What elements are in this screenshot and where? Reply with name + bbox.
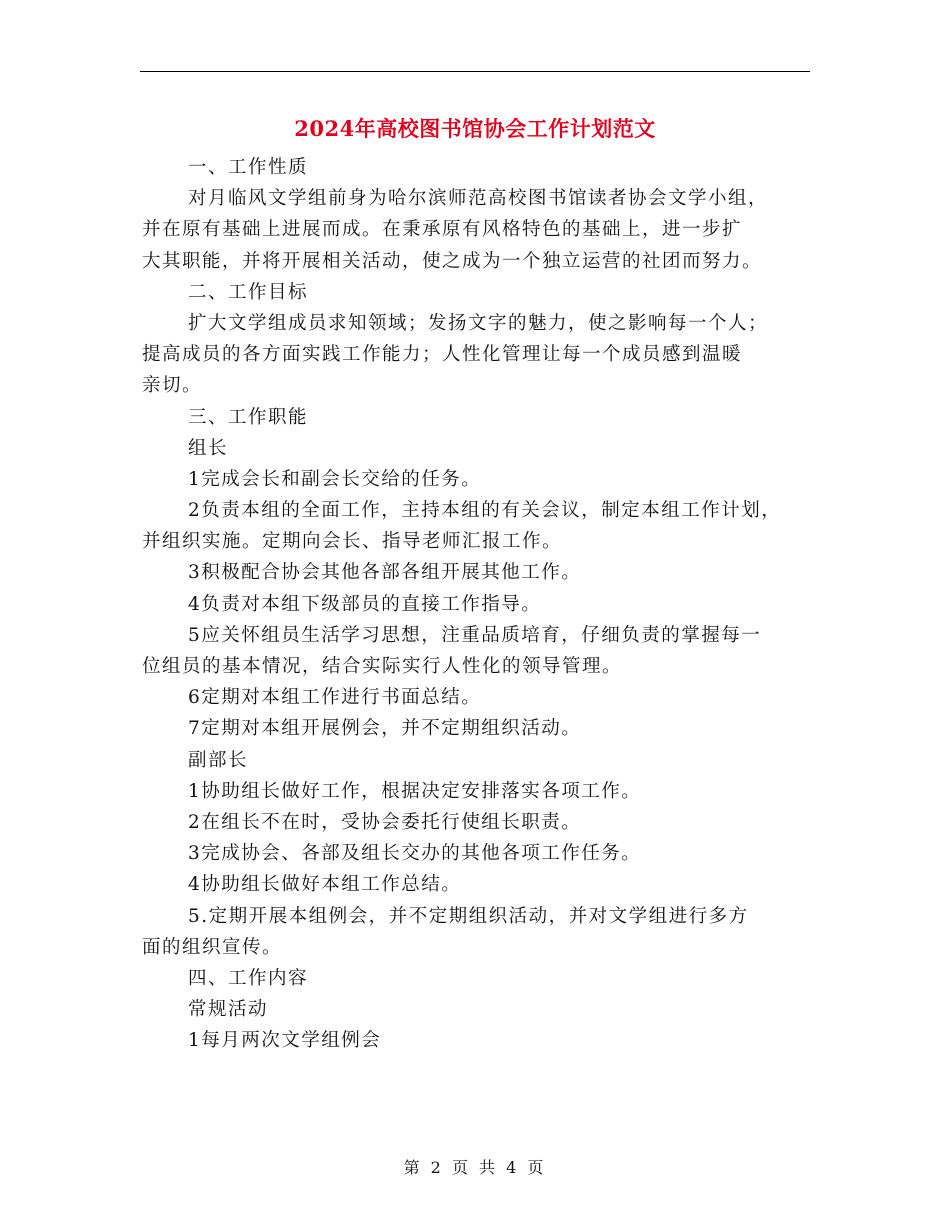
paragraph-line: 4负责对本组下级部员的直接工作指导。	[188, 593, 542, 615]
paragraph-line: 对月临风文学组前身为哈尔滨师范高校图书馆读者协会文学小组，	[188, 188, 769, 210]
paragraph-line: 并组织实施。定期向会长、指导老师汇报工作。	[142, 531, 563, 553]
paragraph-line: 扩大文学组成员求知领域；发扬文字的魅力，使之影响每一个人；	[188, 312, 769, 334]
paragraph-line: 1每月两次文学组例会	[188, 1030, 382, 1052]
paragraph-line: 面的组织宣传。	[142, 936, 283, 958]
paragraph-line: 1完成会长和副会长交给的任务。	[188, 468, 482, 490]
paragraph-line: 并在原有基础上进展而成。在秉承原有风格特色的基础上，进一步扩	[142, 219, 743, 241]
paragraph-line: 亲切。	[142, 375, 203, 397]
paragraph-line: 二、工作目标	[188, 281, 309, 303]
paragraph-line: 组长	[188, 437, 229, 459]
paragraph-line: 一、工作性质	[188, 157, 309, 178]
paragraph-line: 1协助组长做好工作，根据决定安排落实各项工作。	[188, 780, 642, 802]
paragraph-line: 2在组长不在时，受协会委托行使组长职责。	[188, 811, 582, 833]
paragraph-line: 6定期对本组工作进行书面总结。	[188, 687, 482, 709]
header-rule	[140, 71, 810, 72]
paragraph-line: 5应关怀组员生活学习思想，注重品质培育，仔细负责的掌握每一	[188, 624, 762, 646]
paragraph-line: 7定期对本组开展例会，并不定期组织活动。	[188, 718, 582, 740]
document-title: 2024年高校图书馆协会工作计划范文	[294, 116, 656, 141]
paragraph-line: 2负责本组的全面工作，主持本组的有关会议，制定本组工作计划，	[188, 500, 782, 522]
paragraph-line: 常规活动	[188, 999, 269, 1021]
paragraph-line: 大其职能，并将开展相关活动，使之成为一个独立运营的社团而努力。	[142, 250, 763, 272]
document-body	[142, 152, 822, 1056]
paragraph-line: 三、工作职能	[188, 406, 309, 428]
paragraph-line: 5.定期开展本组例会，并不定期组织活动，并对文学组进行多方	[188, 905, 749, 927]
paragraph-line: 4协助组长做好本组工作总结。	[188, 874, 462, 896]
paragraph-line: 3完成协会、各部及组长交办的其他各项工作任务。	[188, 843, 642, 865]
paragraph-line: 3积极配合协会其他各部各组开展其他工作。	[188, 562, 582, 584]
paragraph-line: 四、工作内容	[188, 967, 309, 989]
paragraph-line: 位组员的基本情况，结合实际实行人性化的领导管理。	[142, 656, 623, 677]
paragraph-line: 提高成员的各方面实践工作能力；人性化管理让每一个成员感到温暖	[142, 344, 743, 366]
page-number: 第 2 页 共 4 页	[403, 1158, 547, 1177]
paragraph-line: 副部长	[188, 749, 249, 771]
